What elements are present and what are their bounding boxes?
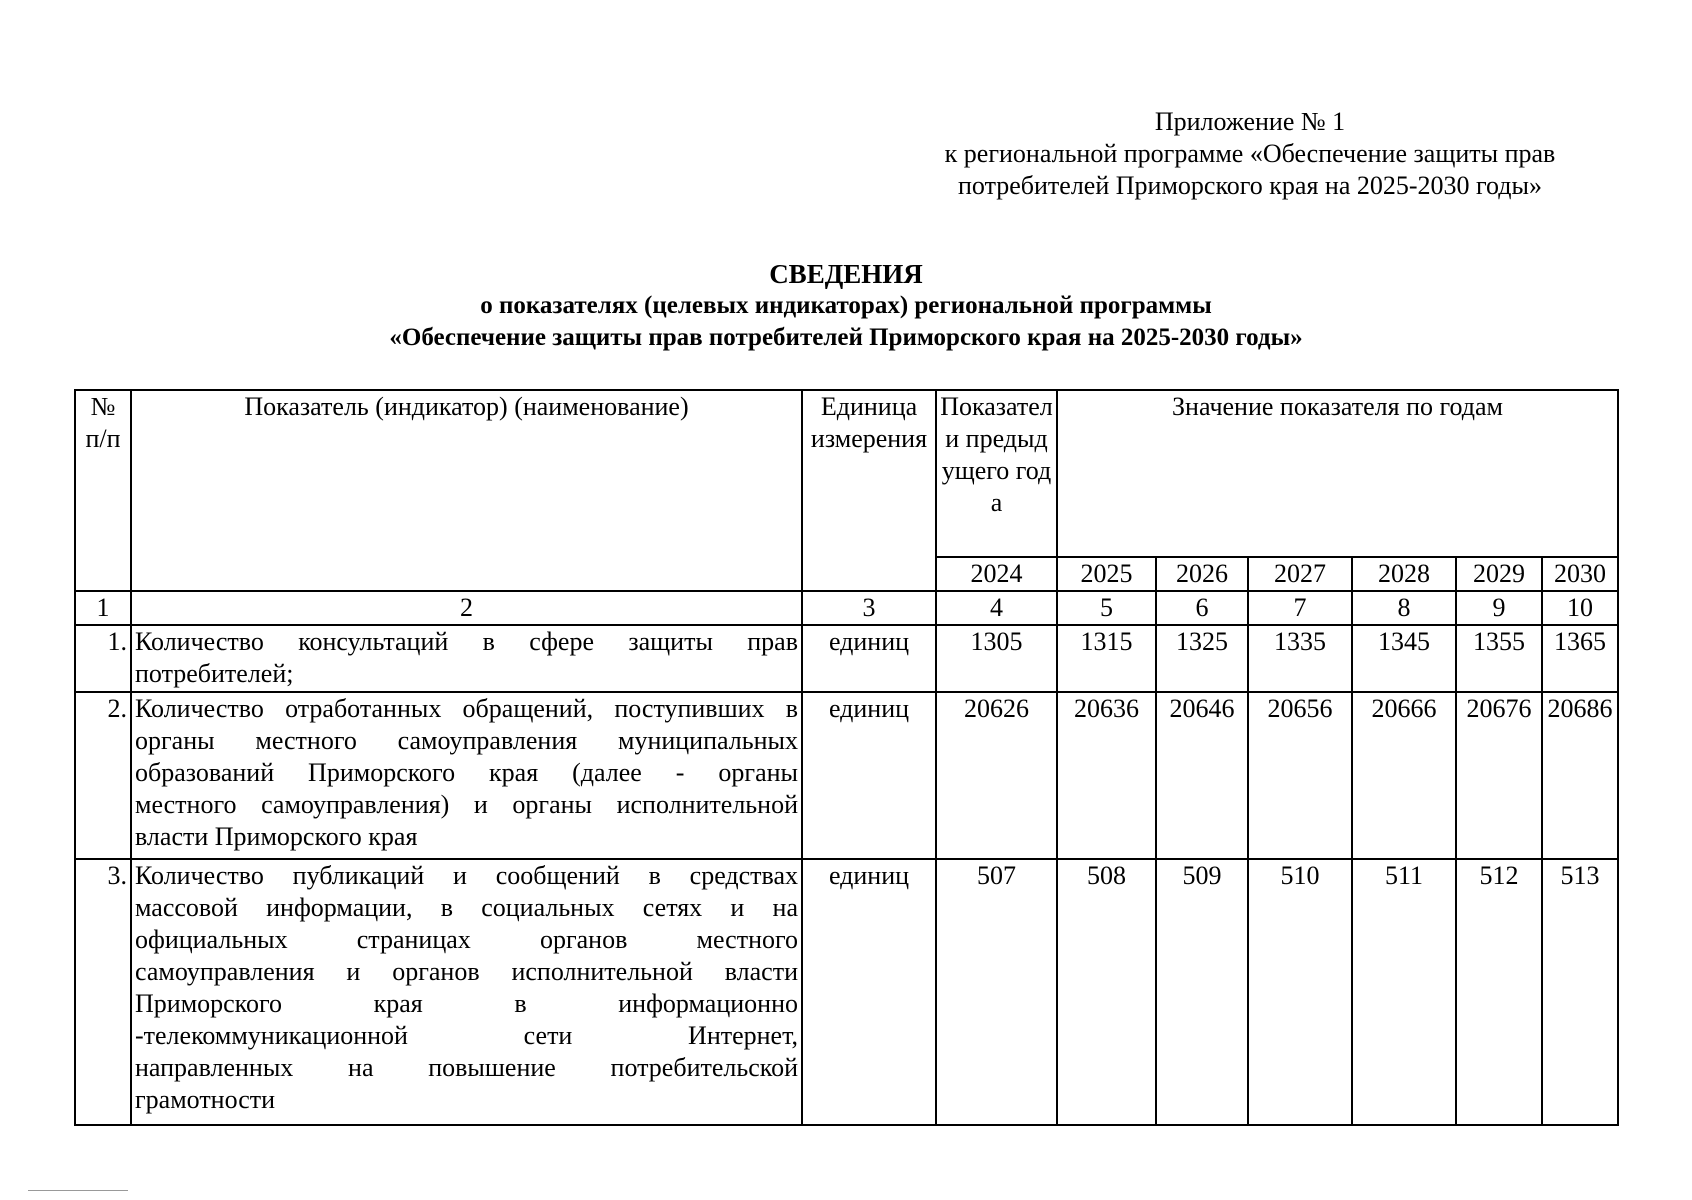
year-cell: 2024: [936, 557, 1057, 591]
footnote-divider: [28, 1190, 128, 1191]
column-number: 7: [1248, 591, 1352, 625]
title-line-1: СВЕДЕНИЯ: [769, 259, 923, 289]
header-num: № п/п: [75, 390, 131, 591]
table-row: [75, 859, 1618, 1125]
indicator-line: официальных страницах органов местного: [135, 925, 798, 954]
value-cell: 512: [1456, 859, 1542, 1125]
year-cell: 2025: [1057, 557, 1156, 591]
indicator-line: власти Приморского края: [135, 822, 418, 851]
column-numbers-row: [75, 591, 1618, 625]
header-unit: Единица измерения: [802, 390, 936, 591]
table-row: [75, 625, 1618, 692]
year-cell: 2030: [1542, 557, 1618, 591]
title-line-3: «Обеспечение защиты прав потребителей Приморского края на 2025-2030 годы»: [389, 324, 1303, 351]
header-row: [75, 390, 1618, 557]
value-cell: 1365: [1542, 625, 1618, 692]
header-prev-year: Показатели предыдущего года: [936, 390, 1057, 557]
year-cell: 2029: [1456, 557, 1542, 591]
column-number: 2: [131, 591, 802, 625]
appendix-line-2: к региональной программе «Обеспечение защиты прав: [944, 139, 1556, 168]
indicator-name: [131, 692, 802, 859]
value-cell: 1305: [936, 625, 1057, 692]
value-cell: 1335: [1248, 625, 1352, 692]
value-cell: 20656: [1248, 692, 1352, 859]
indicator-name: [131, 625, 802, 692]
document-title: [0, 258, 1692, 354]
value-cell: 1315: [1057, 625, 1156, 692]
indicator-line: -телекоммуникационной сети Интернет,: [135, 1021, 798, 1050]
indicator-line: Количество публикаций и сообщений в средствах: [135, 861, 798, 890]
value-cell: 20676: [1456, 692, 1542, 859]
value-cell: 508: [1057, 859, 1156, 1125]
column-number: 1: [75, 591, 131, 625]
indicator-name: [131, 859, 802, 1125]
column-number: 6: [1156, 591, 1248, 625]
year-cell: 2026: [1156, 557, 1248, 591]
value-cell: 20686: [1542, 692, 1618, 859]
header-values-by-year: Значение показателя по годам: [1057, 390, 1618, 557]
indicator-line: образований Приморского края (далее - органы: [135, 758, 798, 787]
row-number: 2.: [75, 692, 131, 859]
value-cell: 1325: [1156, 625, 1248, 692]
value-cell: 1355: [1456, 625, 1542, 692]
value-cell: 20646: [1156, 692, 1248, 859]
value-cell: 509: [1156, 859, 1248, 1125]
column-number: 4: [936, 591, 1057, 625]
indicator-line: самоуправления и органов исполнительной власти: [135, 957, 798, 986]
row-number: 3.: [75, 859, 131, 1125]
indicator-line: Количество консультаций в сфере защиты прав: [135, 627, 798, 656]
value-cell: 511: [1352, 859, 1456, 1125]
indicator-line: грамотности: [135, 1085, 276, 1114]
indicator-line: Приморского края в информационно: [135, 989, 798, 1018]
column-number: 3: [802, 591, 936, 625]
header-indicator: Показатель (индикатор) (наименование): [131, 390, 802, 591]
appendix-header: [900, 106, 1600, 202]
row-number: 1.: [75, 625, 131, 692]
indicator-line: местного самоуправления) и органы исполнительной: [135, 790, 798, 819]
indicator-line: направленных на повышение потребительской: [135, 1053, 798, 1082]
value-cell: 507: [936, 859, 1057, 1125]
value-cell: 513: [1542, 859, 1618, 1125]
year-cell: 2028: [1352, 557, 1456, 591]
indicators-table: [74, 389, 1619, 1126]
value-cell: 20636: [1057, 692, 1156, 859]
column-number: 5: [1057, 591, 1156, 625]
title-line-2: о показателях (целевых индикаторах) региональной программы: [480, 292, 1212, 319]
column-number: 10: [1542, 591, 1618, 625]
appendix-line-1: Приложение № 1: [1154, 107, 1346, 136]
unit-cell: единиц: [802, 859, 936, 1125]
column-number: 9: [1456, 591, 1542, 625]
value-cell: 510: [1248, 859, 1352, 1125]
appendix-line-3: потребителей Приморского края на 2025-2030 годы»: [958, 171, 1542, 200]
value-cell: 1345: [1352, 625, 1456, 692]
indicator-line: Количество отработанных обращений, поступивших в: [135, 694, 798, 723]
unit-cell: единиц: [802, 625, 936, 692]
unit-cell: единиц: [802, 692, 936, 859]
year-cell: 2027: [1248, 557, 1352, 591]
table-row: [75, 692, 1618, 859]
value-cell: 20626: [936, 692, 1057, 859]
column-number: 8: [1352, 591, 1456, 625]
indicator-line: потребителей;: [135, 659, 294, 688]
indicator-line: органы местного самоуправления муниципальных: [135, 726, 798, 755]
indicator-line: массовой информации, в социальных сетях и на: [135, 893, 798, 922]
value-cell: 20666: [1352, 692, 1456, 859]
